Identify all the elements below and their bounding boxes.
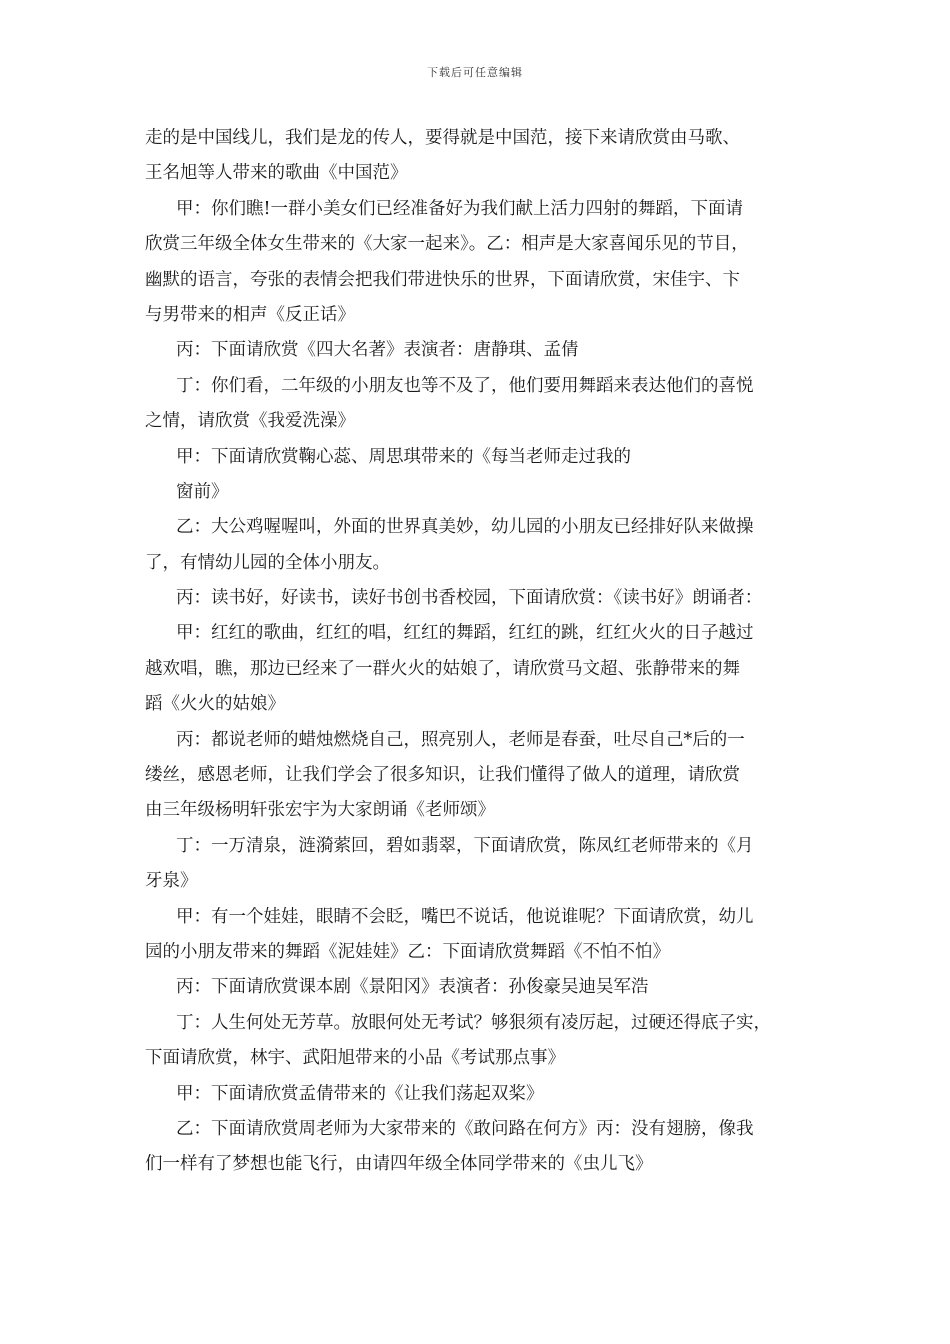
text-line: 丙：下面请欣赏课本剧《景阳冈》表演者：孙俊豪吴迪吴军浩 [176,977,649,998]
text-line: 丙：下面请欣赏《四大名著》表演者：唐静琪、孟倩 [176,340,579,361]
text-line: 丙：都说老师的蜡烛燃烧自己，照亮别人，老师是春蚕，吐尽自己*后的一 [176,729,745,750]
text-line: 了，有情幼儿园的全体小朋友。 [145,552,390,573]
text-line: 欣赏三年级全体女生带来的《大家一起来》。乙：相声是大家喜闻乐见的节目， [145,234,749,255]
text-line: 们一样有了梦想也能飞行，由请四年级全体同学带来的《虫儿飞》 [145,1154,653,1175]
text-line: 牙泉》 [145,871,198,892]
text-line: 由三年级杨明轩张宏宇为大家朗诵《老师颂》 [145,800,495,821]
text-line: 甲：下面请欣赏孟倩带来的《让我们荡起双桨》 [176,1083,544,1104]
text-line: 乙：大公鸡喔喔叫，外面的世界真美妙，幼儿园的小朋友已经排好队来做操 [176,517,754,538]
text-line: 丁：人生何处无芳草。放眼何处无考试？够狠须有凌厉起，过硬还得底子实， [176,1012,771,1033]
text-line: 园的小朋友带来的舞蹈《泥娃娃》乙：下面请欣赏舞蹈《不怕不怕》 [145,941,670,962]
text-line: 甲：红红的歌曲，红红的唱，红红的舞蹈，红红的跳，红红火火的日子越过 [176,623,754,644]
text-line: 丙：读书好，好读书，读好书创书香校园，下面请欣赏：《读书好》朗诵者： [176,588,763,609]
text-line: 王名旭等人带来的歌曲《中国范》 [145,163,408,184]
text-line: 甲：有一个娃娃，眼睛不会眨，嘴巴不说话，他说谁呢？下面请欣赏，幼儿 [176,906,754,927]
text-line: 走的是中国线儿，我们是龙的传人，要得就是中国范，接下来请欣赏由马歌、 [145,128,740,148]
text-line: 甲：你们瞧!一群小美女们已经准备好为我们献上活力四射的舞蹈，下面请 [176,198,744,219]
text-line: 甲：下面请欣赏鞠心蕊、周思琪带来的《每当老师走过我的 [176,446,631,467]
text-line: 下面请欣赏，林宇、武阳旭带来的小品《考试那点事》 [145,1048,565,1069]
page-header: 下载后可任意编辑 [427,66,523,79]
text-line: 与男带来的相声《反正话》 [145,304,355,325]
text-line: 丁：你们看，二年级的小朋友也等不及了，他们要用舞蹈来表达他们的喜悦 [176,375,754,396]
text-line: 之情，请欣赏《我爱洗澡》 [145,411,355,432]
text-line: 幽默的语言，夸张的表情会把我们带进快乐的世界，下面请欣赏，宋佳宇、卞 [145,269,740,290]
text-line: 窗前》 [176,481,229,502]
text-line: 越欢唱，瞧，那边已经来了一群火火的姑娘了，请欣赏马文超、张静带来的舞 [145,658,740,679]
text-line: 缕丝，感恩老师，让我们学会了很多知识，让我们懂得了做人的道理，请欣赏 [145,765,740,786]
text-line: 乙：下面请欣赏周老师为大家带来的《敢问路在何方》丙：没有翅膀，像我 [176,1118,754,1139]
document-body [145,121,813,1183]
text-line: 蹈《火火的姑娘》 [145,694,285,715]
text-line: 丁：一万清泉，涟漪萦回，碧如翡翠，下面请欣赏，陈凤红老师带来的《月 [176,835,754,856]
